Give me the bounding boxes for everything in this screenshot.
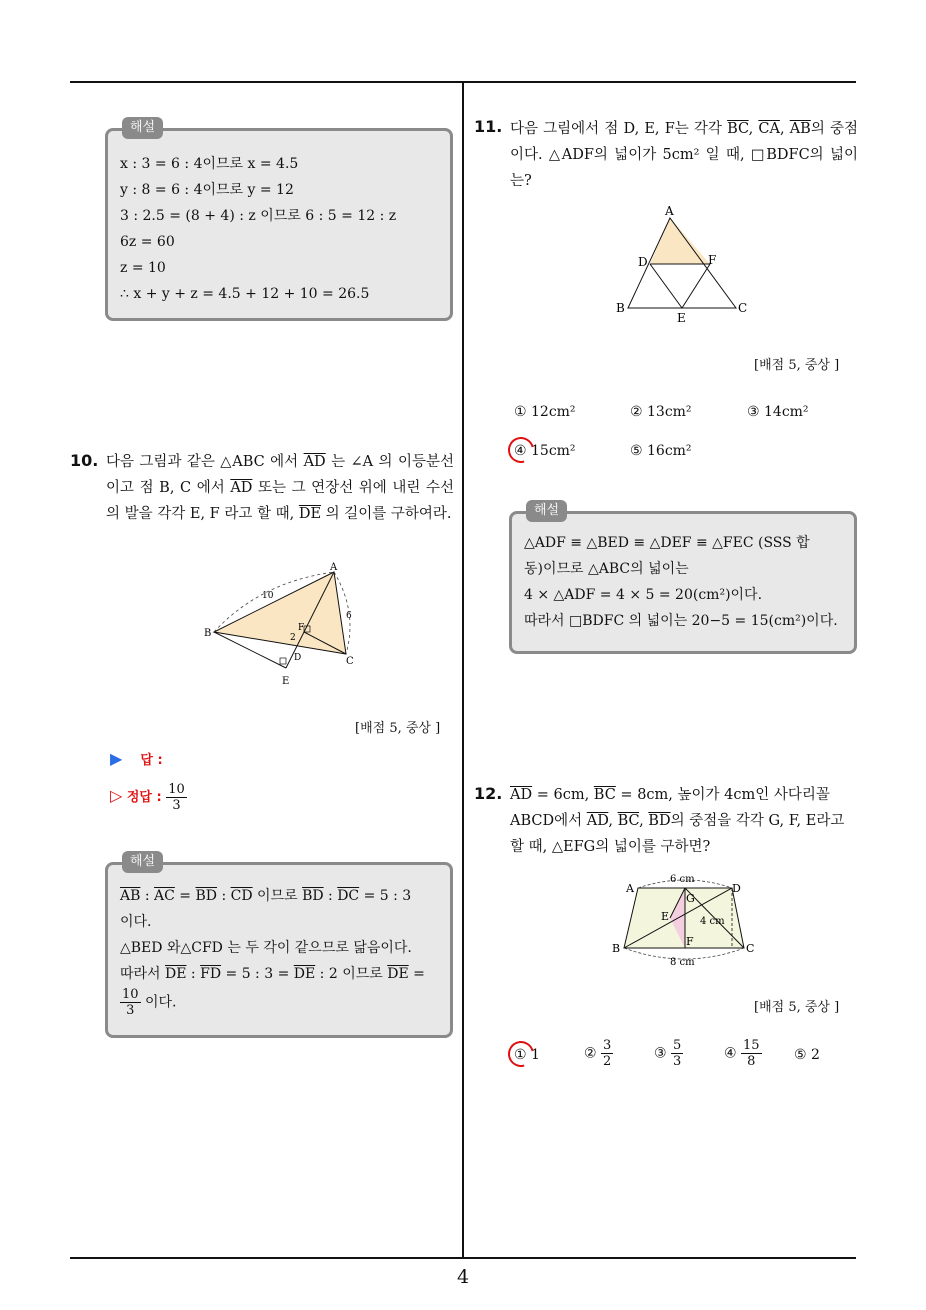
solution-box-10 <box>105 854 453 1038</box>
point-label-g: G <box>686 892 695 905</box>
solution-line: 따라서 □BDFC 의 넓이는 20−5 = 15(cm²)이다. <box>524 613 838 629</box>
solution-tag: 해설 <box>526 500 567 522</box>
right-angle-mark <box>280 658 286 664</box>
q12-figure <box>610 870 770 970</box>
question-text: 다음 그림에서 점 D, E, F는 각각 $\overline{BC}$, $\overline{CA}$, $\overline{AB}$의 중점이다. △ADF의 넓이가 5cm² 일 때, □BDFC의 넓이는? <box>510 121 859 189</box>
point-label-c: C <box>738 301 748 315</box>
solution-line: 동)이므로 △ABC의 넓이는 <box>524 561 689 577</box>
choice-5[interactable]: ⑤ 2 <box>794 1047 820 1063</box>
solution-box-prev <box>105 120 453 321</box>
length-label-height: 4 cm <box>700 916 725 927</box>
point-label-a: A <box>665 204 674 218</box>
choice-2[interactable]: ② $\frac{3}{2}$ <box>584 1038 612 1069</box>
choice-1[interactable]: ① 1 <box>514 1047 540 1063</box>
length-label-bottom: 8 cm <box>670 957 695 968</box>
q11-figure <box>612 200 762 326</box>
point-label-c: C <box>746 942 755 955</box>
point-label-f: F <box>298 623 305 633</box>
question-number: 10. <box>70 451 99 470</box>
question-text-part: 또는 그 연장선 위에 내린 수선의 발을 각각 E, F 라고 할 때, <box>106 480 454 522</box>
question-text <box>106 449 454 527</box>
point-label-f: F <box>708 253 717 267</box>
solution-line: 4 × △ADF = 4 × 5 = 20(cm²)이다. <box>524 587 763 603</box>
line-de <box>650 264 682 308</box>
point-label-e: E <box>282 676 290 687</box>
point-label-d: D <box>638 255 648 269</box>
solution-line: 따라서 $\overline{DE}$ : $\overline{FD} = 5$ : $3 = \overline{DE}$ : 2 이므로 $\overline{DE}$ = <box>120 966 425 982</box>
question-number: 11. <box>474 117 503 136</box>
segment-label: $\overline{DE}$ <box>298 506 322 522</box>
triangle-outline-icon: ▷ <box>110 786 123 805</box>
play-icon: ▶ <box>110 749 123 768</box>
score-label: [배점 5, 중상 ] <box>754 358 840 373</box>
q10-figure <box>200 562 370 692</box>
answer-line <box>110 749 163 768</box>
solution-line: y : 8 = 6 : 4이므로 y = 12 <box>120 182 294 198</box>
bottom-rule <box>70 1257 856 1259</box>
point-label-d: D <box>294 653 302 663</box>
choice-3[interactable]: ③ $\frac{5}{3}$ <box>654 1038 682 1069</box>
solution-tag: 해설 <box>122 851 163 873</box>
page-number: 4 <box>456 1266 470 1288</box>
point-label-a: A <box>626 882 634 895</box>
solution-tag: 해설 <box>122 117 163 139</box>
solution-line: 6z = 60 <box>120 234 175 250</box>
point-label-a: A <box>330 562 338 573</box>
solution-line: z = 10 <box>120 260 166 276</box>
point-label-f: F <box>686 935 694 948</box>
point-label-b: B <box>612 942 621 955</box>
point-label-d: D <box>732 882 741 895</box>
line-fe <box>682 264 710 308</box>
choice-4[interactable]: ④ $\frac{15}{8}$ <box>724 1038 760 1069</box>
correct-answer-line <box>110 782 187 813</box>
selected-answer-mark <box>503 1036 539 1072</box>
solution-line: x : 3 = 6 : 4이므로 x = 4.5 <box>120 156 299 172</box>
solution-line: △BED 와△CFD 는 두 각이 같으므로 닮음이다. <box>120 940 412 956</box>
correct-label: 정답 : <box>126 790 162 805</box>
length-label-top: 6 cm <box>670 874 695 885</box>
point-label-b: B <box>204 628 212 639</box>
solution-line: △ADF ≡ △BED ≡ △DEF ≡ △FEC (SSS 합 <box>524 535 810 551</box>
choice-5[interactable]: ⑤ 16cm² <box>630 443 692 459</box>
choice-2[interactable]: ② 13cm² <box>630 404 692 420</box>
solution-line: ∴ x + y + z = 4.5 + 12 + 10 = 26.5 <box>120 286 370 302</box>
question-text-part: 의 길이를 구하여라. <box>321 506 452 522</box>
choice-4[interactable]: ④ 15cm² <box>514 443 576 459</box>
selected-answer-mark <box>503 432 539 468</box>
question-text-part: 다음 그림과 같은 △ABC 에서 <box>106 454 304 470</box>
solution-box-11 <box>509 503 857 654</box>
point-label-e: E <box>661 910 670 923</box>
segment-label: $\overline{AD}$ <box>303 454 326 470</box>
choice-1[interactable]: ① 12cm² <box>514 404 576 420</box>
fraction-numerator: 10 <box>168 782 185 797</box>
solution-line: 3 : 2.5 = (8 + 4) : z 이므로 6 : 5 = 12 : z <box>120 208 397 224</box>
point-label-c: C <box>346 656 354 667</box>
question-text-part: 는 ∠A 의 이등분선이고 점 B, C 에서 <box>106 454 454 496</box>
solution-line: $\overline{AB}$ : $\overline{AC} = \overline{BD}$ : $\overline{CD}$ 이므로 $\overline{BD}$ : $\overline{DC} = 5$ : 3 <box>120 888 412 904</box>
length-label-ac: 6 <box>346 611 352 621</box>
question-text-line: 할 때, △EFG의 넓이를 구하면? <box>510 839 711 855</box>
score-label: [배점 5, 중상 ] <box>754 1000 840 1015</box>
column-divider <box>462 82 464 1258</box>
question-number: 12. <box>474 784 503 803</box>
choice-3[interactable]: ③ 14cm² <box>747 404 809 420</box>
length-label-ab: 10 <box>262 591 274 601</box>
answer-label: 답 : <box>140 753 163 768</box>
point-label-b: B <box>616 301 625 315</box>
segment-label: $\overline{AD}$ <box>230 480 253 496</box>
fraction <box>166 782 187 813</box>
solution-line: 이다. <box>120 914 152 930</box>
length-label-df: 2 <box>290 633 296 643</box>
solution-line: $\frac{10}{3}$ 이다. <box>122 987 177 1018</box>
fraction: $\frac{10}{3}$ <box>122 987 139 1018</box>
point-label-e: E <box>677 311 686 325</box>
score-label: [배점 5, 중상 ] <box>355 721 441 736</box>
fraction-denominator: 3 <box>172 798 181 813</box>
question-text: $\overline{AD} = 6cm$, $\overline{BC} = 8cm$, 높이가 4cm인 사다리꼴 ABCD에서 $\overline{AD}$, $\overline{BC}$, $\overline{BD}$의 중점을 각각 G, F, E라고 할 때, △EFG의 넓이를 구하면? <box>510 782 858 860</box>
